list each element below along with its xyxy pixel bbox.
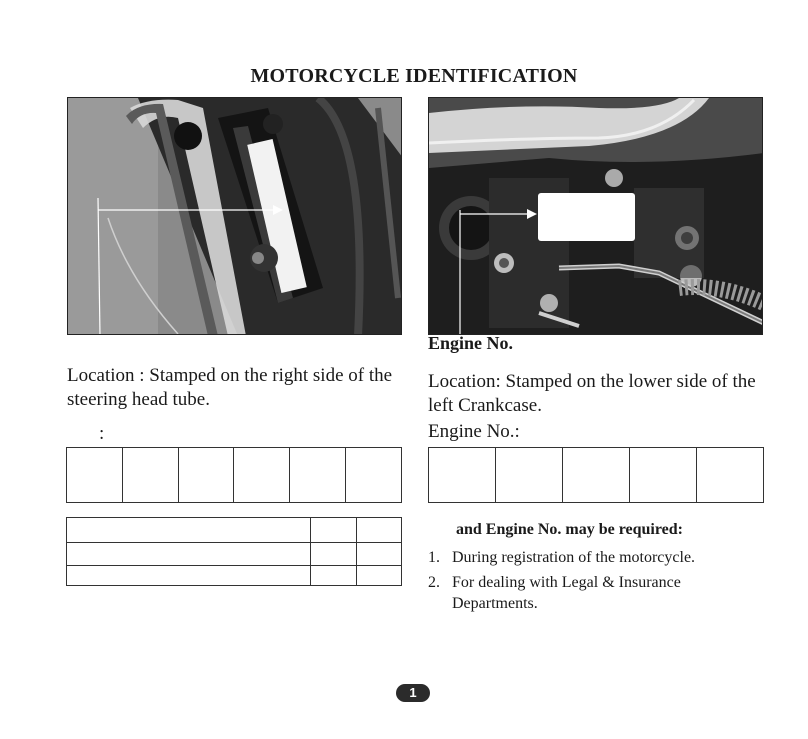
frame-number-box[interactable] (346, 448, 402, 503)
list-item-number: 1. (428, 549, 440, 566)
requirements-list (428, 547, 728, 618)
frame-number-box[interactable] (178, 448, 234, 503)
frame-number-box[interactable] (290, 448, 346, 503)
table-cell[interactable] (311, 543, 357, 566)
list-item-text: For dealing with Legal & Insurance Departments. (452, 574, 681, 612)
table-cell[interactable] (357, 566, 402, 586)
page-number-badge: 1 (396, 684, 430, 702)
list-item (428, 547, 728, 568)
table-cell[interactable] (357, 543, 402, 566)
engine-photo-caption: Engine No. (428, 333, 514, 353)
engine-number-box[interactable] (496, 448, 563, 503)
engine-number-box[interactable] (697, 448, 764, 503)
list-item-text: During registration of the motorcycle. (452, 549, 696, 566)
table-cell[interactable] (311, 566, 357, 586)
engine-number-boxes (428, 447, 764, 503)
frame-number-photo (67, 97, 402, 335)
engine-location-text: Location: Stamped on the lower side of the left Crankcase. (428, 371, 756, 416)
table-cell[interactable] (357, 518, 402, 543)
requirements-heading: and Engine No. may be required: (456, 521, 683, 538)
record-table (66, 517, 402, 586)
frame-number-boxes (66, 447, 402, 503)
engine-number-box[interactable] (630, 448, 697, 503)
list-item-number: 2. (428, 574, 440, 591)
table-cell[interactable] (311, 518, 357, 543)
page-title: MOTORCYCLE IDENTIFICATION (250, 65, 578, 87)
engine-number-photo (428, 97, 763, 335)
frame-number-box[interactable] (122, 448, 178, 503)
list-item (428, 572, 728, 614)
frame-field-label: : (99, 423, 105, 444)
table-cell[interactable] (67, 566, 311, 586)
engine-number-box[interactable] (563, 448, 630, 503)
frame-number-box[interactable] (67, 448, 123, 503)
table-cell[interactable] (67, 543, 311, 566)
frame-location-text: Location : Stamped on the right side of the steering head tube. (67, 365, 393, 410)
table-cell[interactable] (67, 518, 311, 543)
engine-number-box[interactable] (429, 448, 496, 503)
frame-number-box[interactable] (234, 448, 290, 503)
engine-field-label: Engine No.: (428, 421, 520, 442)
